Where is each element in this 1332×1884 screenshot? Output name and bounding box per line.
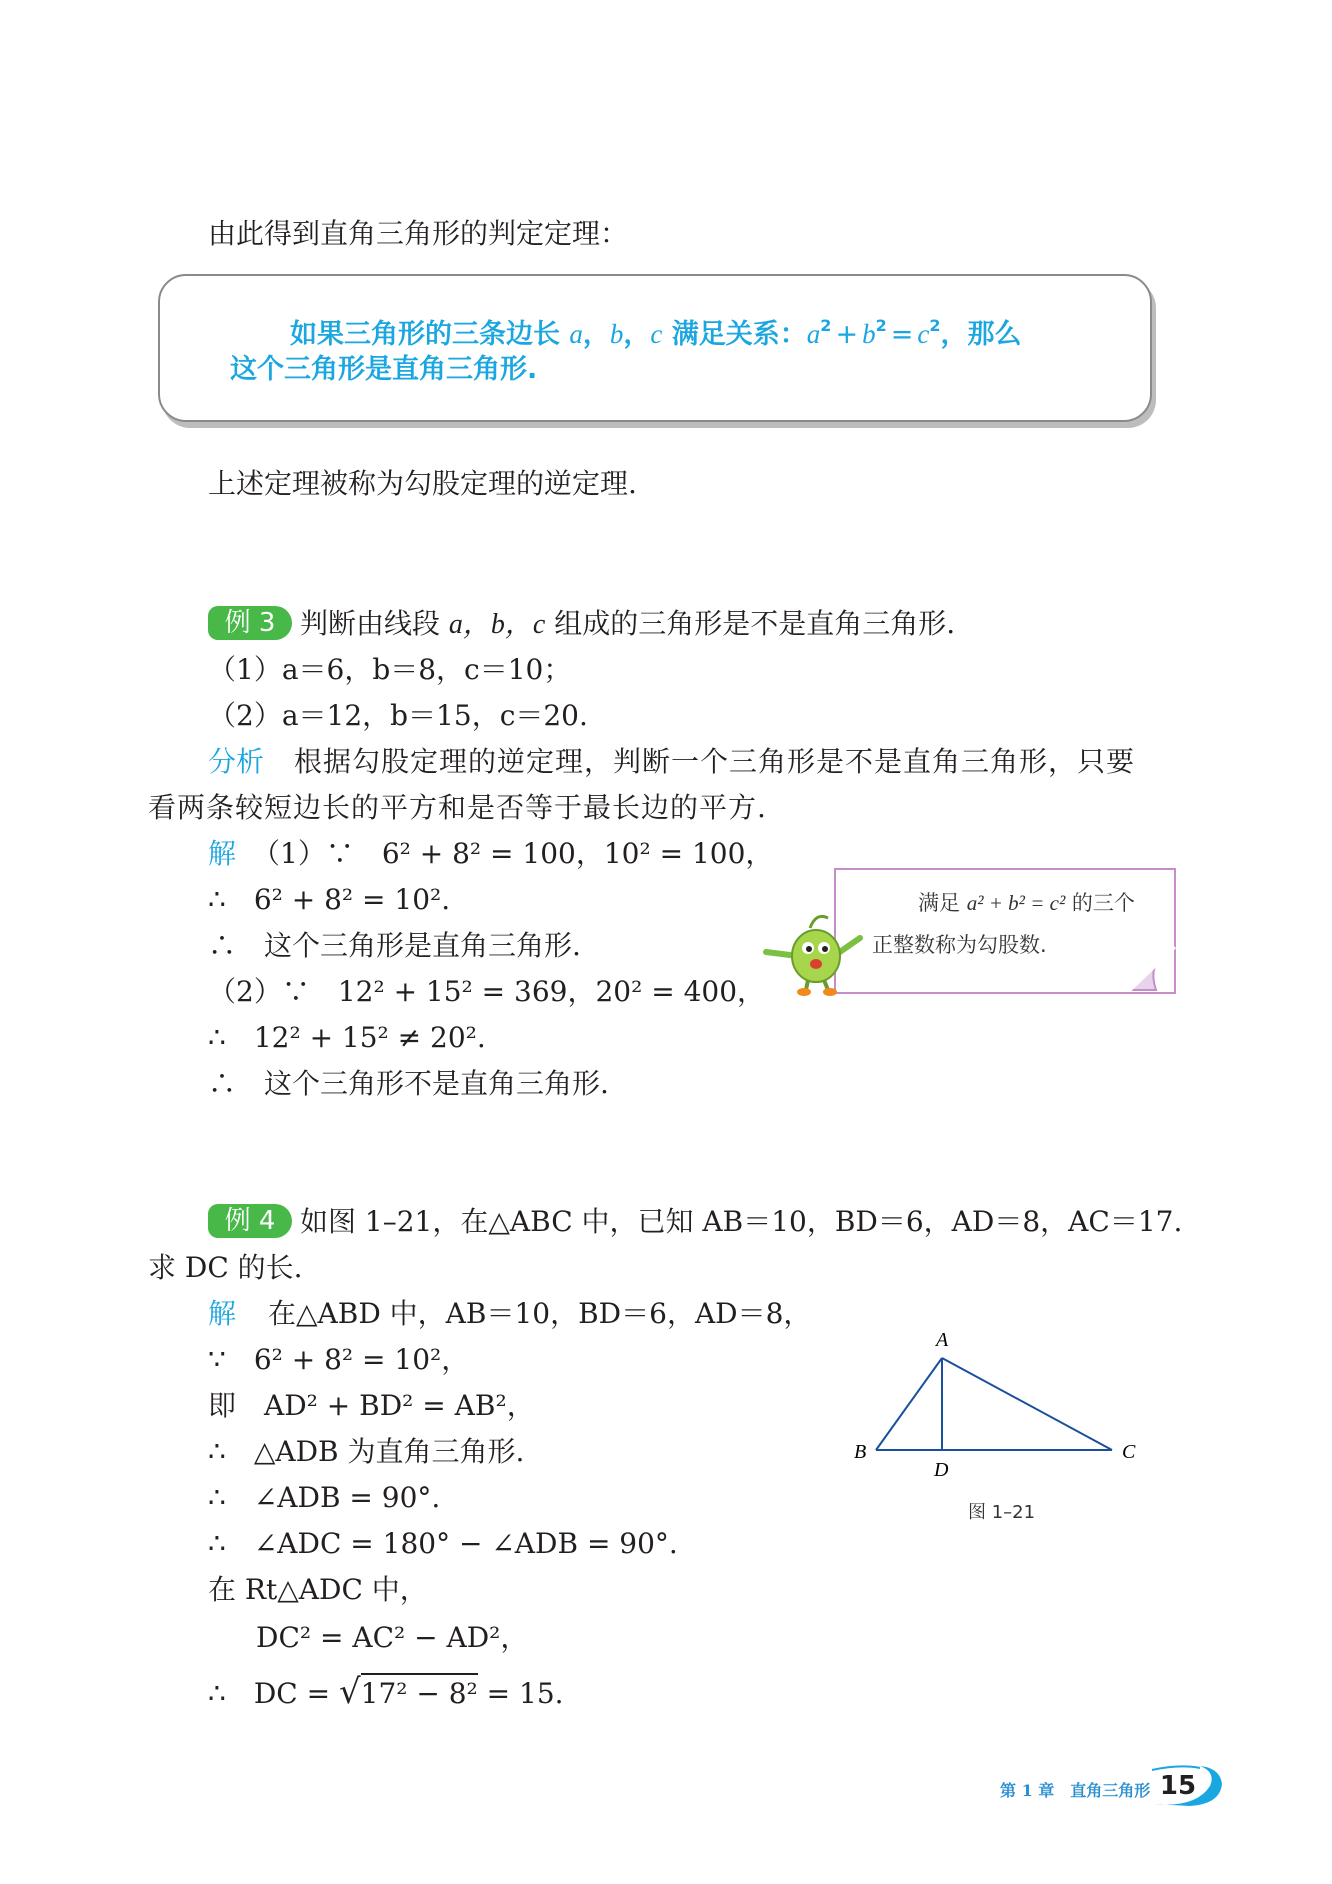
theorem-var-a: a (569, 319, 583, 349)
example-4-badge: 例 4 (208, 1204, 292, 1238)
segment-ab (876, 1358, 942, 1450)
analysis-line-1: 根据勾股定理的逆定理，判断一个三角形是不是直角三角形，只要 (294, 745, 1136, 778)
theorem-exp-1: 2 (820, 316, 832, 335)
example-3-question-vars: a，b，c (448, 609, 546, 640)
sqrt-radicand: 17² − 8² (361, 1673, 478, 1710)
theorem-eq-equals: = (890, 319, 914, 350)
example-3-badge: 例 3 (208, 606, 292, 640)
example-3-step-6: ∴ 这个三角形不是直角三角形. (208, 1067, 609, 1100)
example-4-step-9-a: ∴ DC = (208, 1677, 339, 1710)
example-3-part-2: （2）a＝12，b＝15，c＝20. (208, 699, 588, 732)
page-number: 15 (1159, 1771, 1197, 1801)
vertex-b-label: B (854, 1441, 867, 1463)
example-3-solution-label: 解 (208, 838, 237, 869)
example-4-step-2: ∵ 6² + 8² = 10²， (208, 1343, 470, 1376)
vertex-d-label: D (934, 1459, 949, 1481)
theorem-line-1 (290, 308, 1021, 353)
theorem-eq-a: a (806, 319, 821, 349)
segment-ac (942, 1358, 1112, 1450)
figure-caption: 图 1–21 (968, 1502, 1036, 1523)
intro-text: 由此得到直角三角形的判定定理： (208, 217, 629, 250)
theorem-var-c: c (650, 319, 663, 349)
triangle-figure (850, 1328, 1150, 1488)
chapter-footer: 第 1 章 直角三角形 (1000, 1781, 1151, 1800)
example-4-question-1: 如图 1–21，在△ABC 中，已知 AB＝10，BD＝6，AD＝8，AC＝17. (300, 1205, 1183, 1238)
theorem-text-c: ，那么 (940, 319, 1022, 350)
example-4-step-8: DC² = AC² − AD²， (256, 1621, 529, 1654)
theorem-eq-b: b (862, 319, 876, 349)
theorem-line-2: 这个三角形是直角三角形. (230, 354, 538, 385)
example-4-step-4: ∴ △ADB 为直角三角形. (208, 1435, 525, 1468)
example-3-question-a: 判断由线段 (300, 607, 449, 640)
sqrt-sign-icon: √ (338, 1672, 361, 1712)
note-line-1-b: 的三个 (1065, 891, 1135, 915)
mascot-icon (762, 908, 872, 996)
page-number-badge (1150, 1764, 1224, 1808)
note-line-1 (918, 888, 1135, 918)
example-3-part-1: （1）a＝6，b＝8，c＝10； (208, 653, 572, 686)
example-4-question-2: 求 DC 的长. (148, 1251, 303, 1284)
example-4-solution-label: 解 (208, 1298, 237, 1329)
note-formula: a² + b² = c² (966, 891, 1066, 915)
theorem-exp-2: 2 (875, 316, 887, 335)
analysis-line-2: 看两条较短边长的平方和是否等于最长边的平方. (148, 791, 767, 824)
example-3-question-b: 组成的三角形是不是直角三角形. (545, 607, 956, 640)
example-3-step-5: ∴ 12² + 15² ≠ 20². (208, 1021, 486, 1054)
example-4-step-9-b: = 15. (477, 1677, 564, 1710)
theorem-sep-1: ， (582, 319, 610, 350)
vertex-a-label: A (936, 1329, 949, 1351)
vertex-c-label: C (1122, 1441, 1136, 1463)
example-4-step-5: ∴ ∠ADB = 90°. (208, 1481, 441, 1514)
theorem-text-b: 满足关系： (662, 319, 807, 350)
theorem-sep-2: ， (623, 319, 651, 350)
theorem-eq-plus: + (835, 319, 859, 350)
example-4-step-3: 即 AD² + BD² = AB²， (208, 1389, 535, 1422)
note-line-2: 正整数称为勾股数. (872, 933, 1047, 957)
example-3-step-3: ∴ 这个三角形是直角三角形. (208, 929, 581, 962)
example-4-step-1: 在△ABD 中，AB＝10，BD＝6，AD＝8， (268, 1297, 812, 1330)
example-3-step-4: （2）∵ 12² + 15² = 369，20² = 400， (208, 975, 766, 1008)
example-4-step-6: ∴ ∠ADC = 180° − ∠ADB = 90°. (208, 1527, 678, 1560)
converse-note: 上述定理被称为勾股定理的逆定理. (208, 467, 637, 500)
theorem-exp-3: 2 (929, 316, 941, 335)
analysis-label: 分析 (208, 746, 265, 777)
note-fold-corner (1126, 946, 1176, 992)
theorem-var-b: b (609, 319, 624, 349)
note-line-1-a: 满足 (918, 891, 967, 915)
example-3-step-2: ∴ 6² + 8² = 10². (208, 883, 451, 916)
example-4-step-7: 在 Rt△ADC 中， (208, 1573, 428, 1606)
example-3-step-1: （1）∵ 6² + 8² = 100，10² = 100， (252, 837, 774, 870)
example-3-question (300, 606, 955, 643)
theorem-text-a: 如果三角形的三条边长 (290, 319, 570, 350)
example-4-step-9 (208, 1674, 564, 1712)
theorem-eq-c: c (917, 319, 930, 349)
